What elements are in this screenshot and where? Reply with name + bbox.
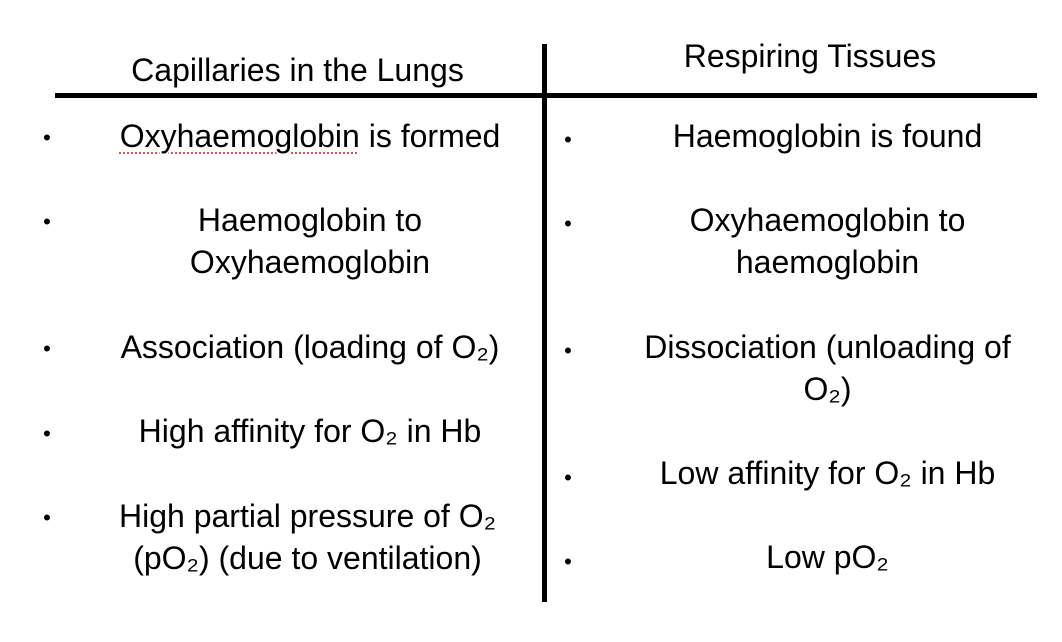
tissues-item-2: [590, 199, 1062, 283]
lungs-column-heading: Capillaries in the Lungs: [131, 52, 464, 88]
bullet-icon: [43, 345, 51, 353]
bullet-icon: [43, 134, 51, 142]
lungs-item-5-line-1: High partial pressure of O₂: [118, 498, 497, 534]
lungs-item-2-line-1: Haemoglobin to: [197, 202, 423, 238]
lungs-item-3: Association (loading of O₂): [120, 329, 500, 365]
bullet-icon: [43, 430, 51, 438]
tissues-item-4: Low affinity for O₂ in Hb: [659, 455, 996, 491]
bullet-icon: [564, 474, 572, 482]
lungs-item-5: [70, 495, 545, 579]
bullet-icon: [43, 218, 51, 226]
tissues-column-heading: Respiring Tissues: [683, 38, 937, 74]
lungs-item-4: High affinity for O₂ in Hb: [138, 413, 482, 449]
bullet-icon: [564, 136, 572, 144]
lungs-item-5-line-2: (pO₂) (due to ventilation): [133, 540, 482, 576]
bullet-icon: [564, 558, 572, 566]
tissues-item-1: Haemoglobin is found: [672, 118, 983, 154]
tissues-item-2-line-2: haemoglobin: [735, 244, 920, 280]
tissues-item-5: Low pO₂: [766, 539, 889, 575]
spellcheck-flagged-word[interactable]: Oxyhaemoglobin: [119, 118, 360, 154]
bullet-icon: [564, 220, 572, 228]
tissues-item-3: [590, 326, 1062, 410]
bullet-icon: [564, 347, 572, 355]
lungs-item-2-line-2: Oxyhaemoglobin: [189, 244, 431, 280]
lungs-item-1: [85, 115, 535, 157]
lungs-item-1-rest: is formed: [359, 118, 501, 154]
lungs-item-2: [85, 199, 535, 283]
tissues-item-3-line-1: Dissociation (unloading of: [644, 329, 1011, 365]
tissues-item-2-line-1: Oxyhaemoglobin to: [689, 202, 966, 238]
tissues-item-3-line-2: O₂): [803, 371, 852, 407]
bullet-icon: [43, 514, 51, 522]
